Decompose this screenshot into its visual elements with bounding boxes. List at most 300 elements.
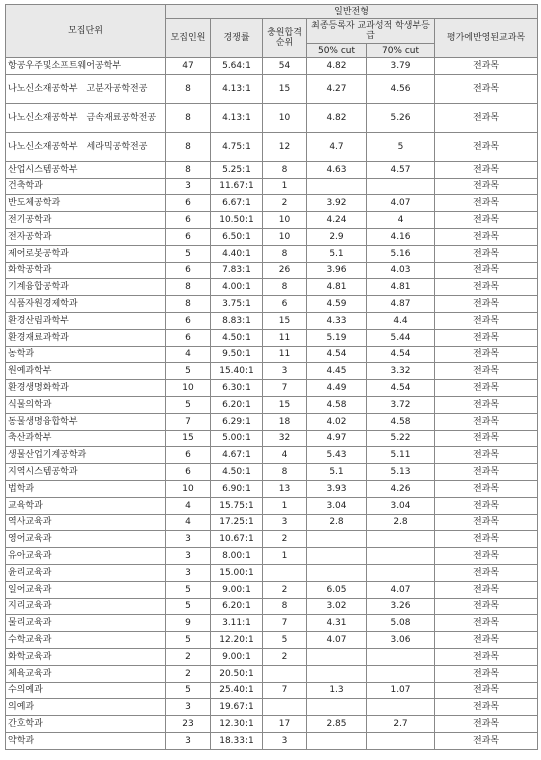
unit-name-cell: 화학공학과 [6, 262, 166, 279]
ratio-cell: 11.67:1 [211, 178, 263, 195]
unit-name-cell: 간호학과 [6, 716, 166, 733]
table-row [6, 632, 538, 649]
unit-name-cell: 전기공학과 [6, 212, 166, 229]
unit-name-cell: 식품자원경제학과 [6, 296, 166, 313]
waitlist-cell: 10 [263, 228, 307, 245]
unit-name-cell: 나노신소재공학부 금속재료공학전공 [6, 103, 166, 132]
unit-name-cell: 윤리교육과 [6, 564, 166, 581]
unit-name-cell: 식물의학과 [6, 396, 166, 413]
table-row [6, 245, 538, 262]
table-row [6, 346, 538, 363]
cut50-cell: 4.59 [307, 296, 367, 313]
cut50-cell: 4.33 [307, 312, 367, 329]
cut70-cell: 4.54 [367, 380, 435, 397]
unit-name-cell: 나노신소재공학부 세라믹공학전공 [6, 132, 166, 161]
waitlist-cell: 17 [263, 716, 307, 733]
cut70-cell: 4.07 [367, 195, 435, 212]
table-row [6, 497, 538, 514]
table-row [6, 430, 538, 447]
table-row [6, 732, 538, 749]
cut50-cell: 4.07 [307, 632, 367, 649]
header-general: 일반전형 [166, 5, 538, 19]
unit-name-cell: 동물생명융합학부 [6, 413, 166, 430]
table-row [6, 716, 538, 733]
waitlist-cell: 2 [263, 195, 307, 212]
cut70-cell [367, 699, 435, 716]
quota-cell: 47 [166, 58, 211, 75]
unit-name-cell: 원예과학부 [6, 363, 166, 380]
ratio-cell: 4.50:1 [211, 464, 263, 481]
cut70-cell: 4.87 [367, 296, 435, 313]
quota-cell: 3 [166, 732, 211, 749]
cut50-cell [307, 531, 367, 548]
waitlist-cell [263, 564, 307, 581]
table-row [6, 279, 538, 296]
eval-subject-cell: 전과목 [435, 581, 538, 598]
unit-name-cell: 지역시스템공학과 [6, 464, 166, 481]
table-row [6, 665, 538, 682]
cut70-cell: 4.16 [367, 228, 435, 245]
quota-cell: 5 [166, 245, 211, 262]
unit-name-cell: 수학교육과 [6, 632, 166, 649]
table-row [6, 262, 538, 279]
cut70-cell: 5.44 [367, 329, 435, 346]
table-row [6, 480, 538, 497]
cut70-cell [367, 564, 435, 581]
waitlist-cell [263, 699, 307, 716]
ratio-cell: 5.25:1 [211, 161, 263, 178]
ratio-cell: 6.50:1 [211, 228, 263, 245]
eval-subject-cell: 전과목 [435, 514, 538, 531]
cut50-cell [307, 564, 367, 581]
eval-subject-cell: 전과목 [435, 548, 538, 565]
table-row [6, 228, 538, 245]
unit-name-cell: 화학교육과 [6, 648, 166, 665]
cut70-cell: 3.32 [367, 363, 435, 380]
quota-cell: 8 [166, 279, 211, 296]
quota-cell: 5 [166, 598, 211, 615]
ratio-cell: 19.67:1 [211, 699, 263, 716]
cut50-cell: 4.63 [307, 161, 367, 178]
quota-cell: 6 [166, 312, 211, 329]
unit-name-cell: 법학과 [6, 480, 166, 497]
header-cut50: 50% cut [307, 44, 367, 58]
cut70-cell: 2.7 [367, 716, 435, 733]
table-row [6, 380, 538, 397]
ratio-cell: 4.75:1 [211, 132, 263, 161]
cut70-cell: 4.57 [367, 161, 435, 178]
eval-subject-cell: 전과목 [435, 178, 538, 195]
unit-name-cell: 전자공학과 [6, 228, 166, 245]
ratio-cell: 5.64:1 [211, 58, 263, 75]
waitlist-cell: 8 [263, 161, 307, 178]
eval-subject-cell: 전과목 [435, 195, 538, 212]
waitlist-cell: 2 [263, 581, 307, 598]
waitlist-cell: 4 [263, 447, 307, 464]
cut50-cell: 3.02 [307, 598, 367, 615]
eval-subject-cell: 전과목 [435, 564, 538, 581]
quota-cell: 6 [166, 212, 211, 229]
waitlist-cell: 15 [263, 74, 307, 103]
header-eval: 평가에반영된교과목 [435, 19, 538, 58]
waitlist-cell: 3 [263, 514, 307, 531]
quota-cell: 3 [166, 548, 211, 565]
quota-cell: 5 [166, 363, 211, 380]
table-row [6, 564, 538, 581]
header-waitlist: 충원합격순위 [263, 19, 307, 58]
quota-cell: 2 [166, 648, 211, 665]
waitlist-cell: 26 [263, 262, 307, 279]
unit-name-cell: 기계융합공학과 [6, 279, 166, 296]
table-row [6, 178, 538, 195]
waitlist-cell: 15 [263, 312, 307, 329]
cut50-cell: 4.54 [307, 346, 367, 363]
cut50-cell: 2.85 [307, 716, 367, 733]
cut50-cell: 4.7 [307, 132, 367, 161]
eval-subject-cell: 전과목 [435, 228, 538, 245]
table-row [6, 648, 538, 665]
quota-cell: 8 [166, 103, 211, 132]
table-row [6, 103, 538, 132]
ratio-cell: 6.67:1 [211, 195, 263, 212]
quota-cell: 5 [166, 581, 211, 598]
ratio-cell: 15.75:1 [211, 497, 263, 514]
header-unit: 모집단위 [6, 5, 166, 58]
table-row [6, 132, 538, 161]
table-row [6, 682, 538, 699]
unit-name-cell: 나노신소재공학부 고분자공학전공 [6, 74, 166, 103]
quota-cell: 3 [166, 531, 211, 548]
eval-subject-cell: 전과목 [435, 74, 538, 103]
ratio-cell: 12.30:1 [211, 716, 263, 733]
cut70-cell: 3.72 [367, 396, 435, 413]
unit-name-cell: 약학과 [6, 732, 166, 749]
cut50-cell: 5.43 [307, 447, 367, 464]
cut70-cell: 5.13 [367, 464, 435, 481]
quota-cell: 2 [166, 665, 211, 682]
eval-subject-cell: 전과목 [435, 732, 538, 749]
cut50-cell: 4.27 [307, 74, 367, 103]
table-row [6, 514, 538, 531]
quota-cell: 6 [166, 447, 211, 464]
ratio-cell: 15.40:1 [211, 363, 263, 380]
eval-subject-cell: 전과목 [435, 615, 538, 632]
eval-subject-cell: 전과목 [435, 279, 538, 296]
cut50-cell: 4.31 [307, 615, 367, 632]
unit-name-cell: 건축학과 [6, 178, 166, 195]
waitlist-cell: 3 [263, 363, 307, 380]
waitlist-cell: 12 [263, 132, 307, 161]
ratio-cell: 4.50:1 [211, 329, 263, 346]
table-row [6, 161, 538, 178]
cut70-cell [367, 665, 435, 682]
cut70-cell: 5.08 [367, 615, 435, 632]
eval-subject-cell: 전과목 [435, 447, 538, 464]
cut70-cell: 4.26 [367, 480, 435, 497]
ratio-cell: 12.20:1 [211, 632, 263, 649]
unit-name-cell: 의예과 [6, 699, 166, 716]
quota-cell: 6 [166, 329, 211, 346]
waitlist-cell: 8 [263, 464, 307, 481]
cut50-cell: 4.97 [307, 430, 367, 447]
waitlist-cell: 8 [263, 245, 307, 262]
ratio-cell: 8.83:1 [211, 312, 263, 329]
eval-subject-cell: 전과목 [435, 262, 538, 279]
eval-subject-cell: 전과목 [435, 531, 538, 548]
cut70-cell: 3.06 [367, 632, 435, 649]
cut70-cell: 5.16 [367, 245, 435, 262]
unit-name-cell: 수의예과 [6, 682, 166, 699]
unit-name-cell: 축산과학부 [6, 430, 166, 447]
quota-cell: 6 [166, 262, 211, 279]
cut70-cell: 4.07 [367, 581, 435, 598]
waitlist-cell: 6 [263, 296, 307, 313]
waitlist-cell: 1 [263, 548, 307, 565]
header-cut70: 70% cut [367, 44, 435, 58]
eval-subject-cell: 전과목 [435, 648, 538, 665]
unit-name-cell: 영어교육과 [6, 531, 166, 548]
eval-subject-cell: 전과목 [435, 716, 538, 733]
waitlist-cell: 7 [263, 682, 307, 699]
unit-name-cell: 제어로봇공학과 [6, 245, 166, 262]
cut70-cell: 5.26 [367, 103, 435, 132]
eval-subject-cell: 전과목 [435, 699, 538, 716]
table-row [6, 531, 538, 548]
waitlist-cell: 7 [263, 380, 307, 397]
cut50-cell: 5.19 [307, 329, 367, 346]
table-row [6, 195, 538, 212]
eval-subject-cell: 전과목 [435, 161, 538, 178]
cut70-cell [367, 178, 435, 195]
waitlist-cell: 10 [263, 212, 307, 229]
quota-cell: 6 [166, 195, 211, 212]
cut70-cell: 3.26 [367, 598, 435, 615]
ratio-cell: 17.25:1 [211, 514, 263, 531]
cut50-cell [307, 648, 367, 665]
waitlist-cell [263, 665, 307, 682]
cut50-cell: 4.81 [307, 279, 367, 296]
table-row [6, 615, 538, 632]
cut70-cell: 4.56 [367, 74, 435, 103]
quota-cell: 8 [166, 161, 211, 178]
eval-subject-cell: 전과목 [435, 212, 538, 229]
eval-subject-cell: 전과목 [435, 480, 538, 497]
waitlist-cell: 32 [263, 430, 307, 447]
quota-cell: 4 [166, 497, 211, 514]
header-quota: 모집인원 [166, 19, 211, 58]
ratio-cell: 4.67:1 [211, 447, 263, 464]
unit-name-cell: 물리교육과 [6, 615, 166, 632]
cut50-cell [307, 178, 367, 195]
table-row [6, 296, 538, 313]
eval-subject-cell: 전과목 [435, 132, 538, 161]
cut70-cell [367, 548, 435, 565]
cut50-cell: 4.02 [307, 413, 367, 430]
cut70-cell: 4.54 [367, 346, 435, 363]
unit-name-cell: 교육학과 [6, 497, 166, 514]
table-row [6, 312, 538, 329]
ratio-cell: 20.50:1 [211, 665, 263, 682]
cut70-cell: 1.07 [367, 682, 435, 699]
unit-name-cell: 지리교육과 [6, 598, 166, 615]
cut50-cell: 4.49 [307, 380, 367, 397]
cut50-cell: 1.3 [307, 682, 367, 699]
ratio-cell: 8.00:1 [211, 548, 263, 565]
unit-name-cell: 역사교육과 [6, 514, 166, 531]
eval-subject-cell: 전과목 [435, 682, 538, 699]
eval-subject-cell: 전과목 [435, 430, 538, 447]
cut70-cell: 4 [367, 212, 435, 229]
cut50-cell: 6.05 [307, 581, 367, 598]
quota-cell: 4 [166, 514, 211, 531]
eval-subject-cell: 전과목 [435, 396, 538, 413]
cut70-cell [367, 732, 435, 749]
ratio-cell: 6.30:1 [211, 380, 263, 397]
quota-cell: 3 [166, 178, 211, 195]
cut70-cell [367, 648, 435, 665]
ratio-cell: 7.83:1 [211, 262, 263, 279]
ratio-cell: 6.90:1 [211, 480, 263, 497]
table-row [6, 212, 538, 229]
eval-subject-cell: 전과목 [435, 380, 538, 397]
ratio-cell: 9.00:1 [211, 648, 263, 665]
unit-name-cell: 반도체공학과 [6, 195, 166, 212]
ratio-cell: 3.11:1 [211, 615, 263, 632]
table-body [6, 58, 538, 750]
quota-cell: 23 [166, 716, 211, 733]
table-row [6, 581, 538, 598]
waitlist-cell: 11 [263, 329, 307, 346]
admissions-table [5, 4, 538, 750]
waitlist-cell: 10 [263, 103, 307, 132]
table-row [6, 58, 538, 75]
ratio-cell: 3.75:1 [211, 296, 263, 313]
cut70-cell: 5.22 [367, 430, 435, 447]
eval-subject-cell: 전과목 [435, 329, 538, 346]
cut70-cell: 3.79 [367, 58, 435, 75]
ratio-cell: 10.50:1 [211, 212, 263, 229]
unit-name-cell: 생물산업기계공학과 [6, 447, 166, 464]
cut50-cell: 4.24 [307, 212, 367, 229]
header-ratio: 경쟁률 [211, 19, 263, 58]
quota-cell: 5 [166, 396, 211, 413]
quota-cell: 3 [166, 699, 211, 716]
quota-cell: 6 [166, 228, 211, 245]
waitlist-cell: 5 [263, 632, 307, 649]
cut70-cell: 4.4 [367, 312, 435, 329]
table-row [6, 396, 538, 413]
cut50-cell: 3.96 [307, 262, 367, 279]
quota-cell: 10 [166, 480, 211, 497]
cut50-cell: 4.82 [307, 58, 367, 75]
ratio-cell: 18.33:1 [211, 732, 263, 749]
table-row [6, 363, 538, 380]
unit-name-cell: 산업시스템공학부 [6, 161, 166, 178]
table-row [6, 548, 538, 565]
unit-name-cell: 일어교육과 [6, 581, 166, 598]
eval-subject-cell: 전과목 [435, 58, 538, 75]
waitlist-cell: 2 [263, 531, 307, 548]
ratio-cell: 6.20:1 [211, 598, 263, 615]
ratio-cell: 4.13:1 [211, 74, 263, 103]
cut70-cell: 5.11 [367, 447, 435, 464]
table-row [6, 74, 538, 103]
unit-name-cell: 환경산림과학부 [6, 312, 166, 329]
table-row [6, 598, 538, 615]
quota-cell: 3 [166, 564, 211, 581]
header-row-1 [6, 5, 538, 19]
ratio-cell: 10.67:1 [211, 531, 263, 548]
waitlist-cell: 18 [263, 413, 307, 430]
admissions-table-sheet [5, 4, 537, 750]
eval-subject-cell: 전과목 [435, 296, 538, 313]
cut70-cell [367, 531, 435, 548]
table-row [6, 699, 538, 716]
waitlist-cell: 1 [263, 497, 307, 514]
cut50-cell: 5.1 [307, 464, 367, 481]
ratio-cell: 5.00:1 [211, 430, 263, 447]
eval-subject-cell: 전과목 [435, 464, 538, 481]
waitlist-cell: 3 [263, 732, 307, 749]
ratio-cell: 6.20:1 [211, 396, 263, 413]
eval-subject-cell: 전과목 [435, 245, 538, 262]
quota-cell: 4 [166, 346, 211, 363]
cut70-cell: 4.81 [367, 279, 435, 296]
cut50-cell [307, 665, 367, 682]
header-grade-group: 최종등록자 교과성적 학생부등급 [307, 19, 435, 44]
cut50-cell [307, 548, 367, 565]
quota-cell: 8 [166, 296, 211, 313]
eval-subject-cell: 전과목 [435, 497, 538, 514]
quota-cell: 5 [166, 632, 211, 649]
cut50-cell: 4.82 [307, 103, 367, 132]
waitlist-cell: 7 [263, 615, 307, 632]
quota-cell: 10 [166, 380, 211, 397]
quota-cell: 9 [166, 615, 211, 632]
unit-name-cell: 항공우주및소프트웨어공학부 [6, 58, 166, 75]
waitlist-cell: 11 [263, 346, 307, 363]
unit-name-cell: 체육교육과 [6, 665, 166, 682]
quota-cell: 7 [166, 413, 211, 430]
table-row [6, 413, 538, 430]
eval-subject-cell: 전과목 [435, 598, 538, 615]
cut50-cell: 2.9 [307, 228, 367, 245]
waitlist-cell: 8 [263, 279, 307, 296]
waitlist-cell: 15 [263, 396, 307, 413]
quota-cell: 8 [166, 74, 211, 103]
ratio-cell: 4.40:1 [211, 245, 263, 262]
cut50-cell [307, 732, 367, 749]
eval-subject-cell: 전과목 [435, 346, 538, 363]
ratio-cell: 9.00:1 [211, 581, 263, 598]
waitlist-cell: 2 [263, 648, 307, 665]
ratio-cell: 4.13:1 [211, 103, 263, 132]
unit-name-cell: 환경재료과학과 [6, 329, 166, 346]
ratio-cell: 6.29:1 [211, 413, 263, 430]
eval-subject-cell: 전과목 [435, 312, 538, 329]
cut70-cell: 2.8 [367, 514, 435, 531]
cut70-cell: 4.03 [367, 262, 435, 279]
unit-name-cell: 농학과 [6, 346, 166, 363]
cut50-cell: 4.45 [307, 363, 367, 380]
quota-cell: 6 [166, 464, 211, 481]
quota-cell: 15 [166, 430, 211, 447]
cut50-cell: 2.8 [307, 514, 367, 531]
cut50-cell: 3.04 [307, 497, 367, 514]
waitlist-cell: 8 [263, 598, 307, 615]
waitlist-cell: 1 [263, 178, 307, 195]
cut50-cell: 4.58 [307, 396, 367, 413]
